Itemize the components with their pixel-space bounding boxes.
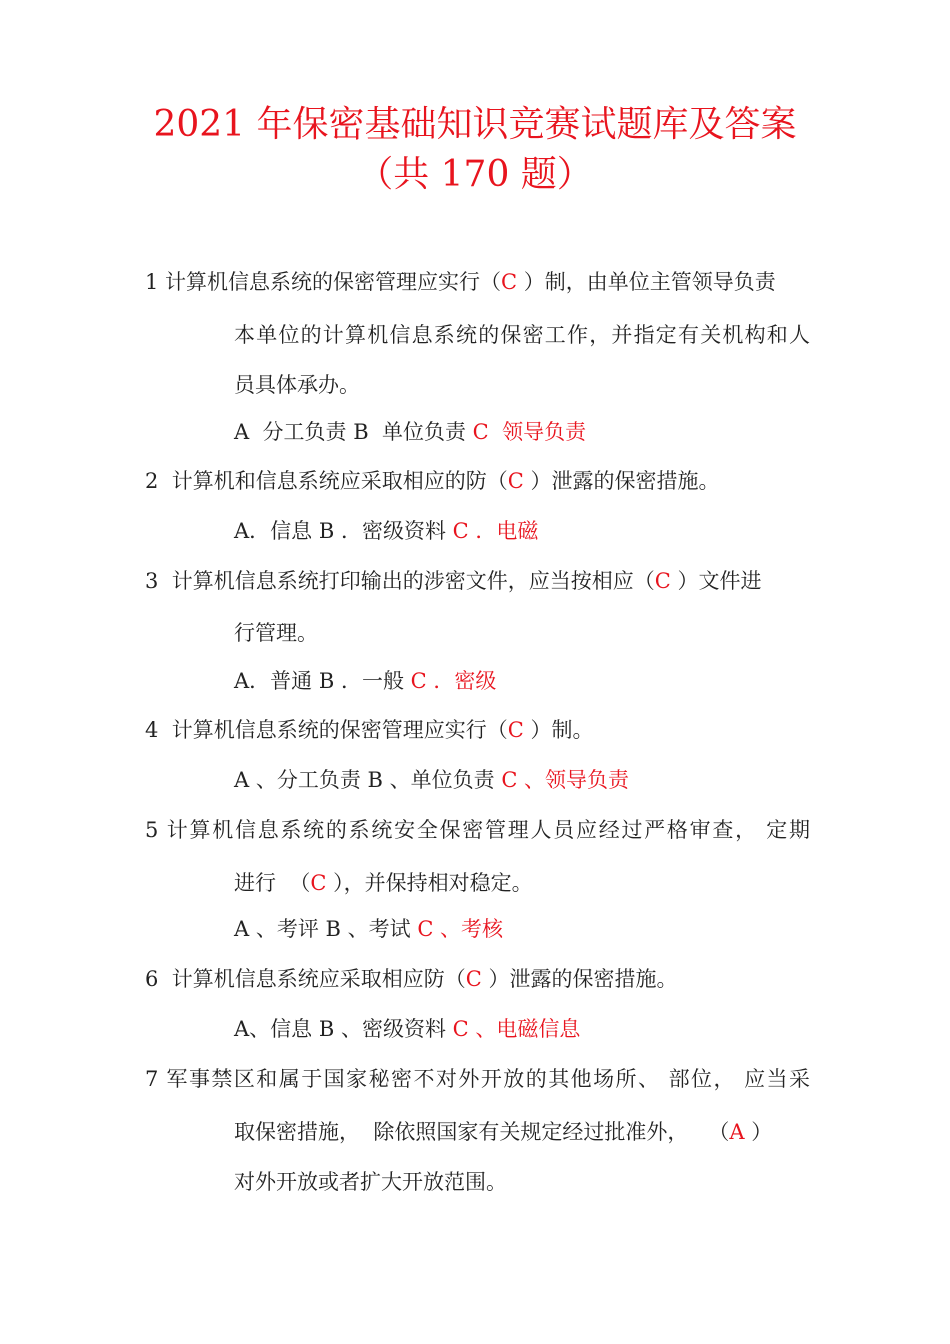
question-6-correct-option: C 、电磁信息: [452, 1017, 581, 1041]
question-2-correct-option: C ．电磁: [452, 519, 539, 543]
question-1-answer: C: [501, 270, 518, 294]
question-6-line-1: 6 计算机信息系统应采取相应防（C ）泄露的保密措施。: [145, 967, 678, 991]
question-7-line-3: 对外开放或者扩大开放范围。: [234, 1170, 507, 1194]
question-7-line-2: 取保密措施， 除依照国家有关规定经过批准外， （A ）: [234, 1120, 773, 1144]
document-title-line-1: 2021 年保密基础知识竞赛试题库及答案: [153, 104, 797, 145]
question-3-line-1: 3 计算机信息系统打印输出的涉密文件，应当按相应（C ）文件进: [145, 569, 762, 593]
question-1-line-1: 1 计算机信息系统的保密管理应实行（C ）制，由单位主管领导负责: [145, 270, 776, 294]
question-1-line-2: 本单位的计算机信息系统的保密工作，并指定有关机构和人: [234, 323, 810, 347]
question-1-line-3: 员具体承办。: [234, 373, 360, 397]
question-3-answer: C: [654, 569, 671, 593]
question-5-correct-option: C 、考核: [417, 917, 504, 941]
document-title-line-2: （共 170 题）: [357, 154, 593, 195]
question-2-line-1: 2 计算机和信息系统应采取相应的防（C ）泄露的保密措施。: [145, 469, 720, 493]
question-4-correct-option: C 、领导负责: [501, 768, 630, 792]
question-5-line-2: 进行 （C ），并保持相对稳定。: [234, 871, 533, 895]
question-2-answer: C: [507, 469, 524, 493]
question-3-line-2: 行管理。: [234, 621, 318, 645]
question-5-options: A 、考评 B 、考试 C 、考核: [234, 917, 504, 941]
question-4-line-1: 4 计算机信息系统的保密管理应实行（C ）制。: [145, 718, 594, 742]
question-3-correct-option: C ．密级: [410, 669, 497, 693]
question-6-answer: C: [465, 967, 482, 991]
question-2-options: A．信息 B ．密级资料 C ．电磁: [234, 519, 539, 543]
question-1-correct-option: C 领导负责: [472, 420, 587, 444]
question-3-options: A．普通 B ．一般 C ．密级: [234, 669, 497, 693]
question-4-answer: C: [507, 718, 524, 742]
question-7-line-1: 7 军事禁区和属于国家秘密不对外开放的其他场所、 部位， 应当采: [145, 1067, 810, 1091]
question-1-options: A 分工负责 B 单位负责 C 领导负责: [234, 420, 587, 444]
question-7-answer: A: [729, 1120, 745, 1144]
question-5-answer: C: [310, 871, 327, 895]
question-6-options: A、信息 B 、密级资料 C 、电磁信息: [234, 1017, 581, 1041]
question-4-options: A 、分工负责 B 、单位负责 C 、领导负责: [234, 768, 630, 792]
question-5-line-1: 5 计算机信息系统的系统安全保密管理人员应经过严格审查， 定期: [145, 818, 810, 842]
